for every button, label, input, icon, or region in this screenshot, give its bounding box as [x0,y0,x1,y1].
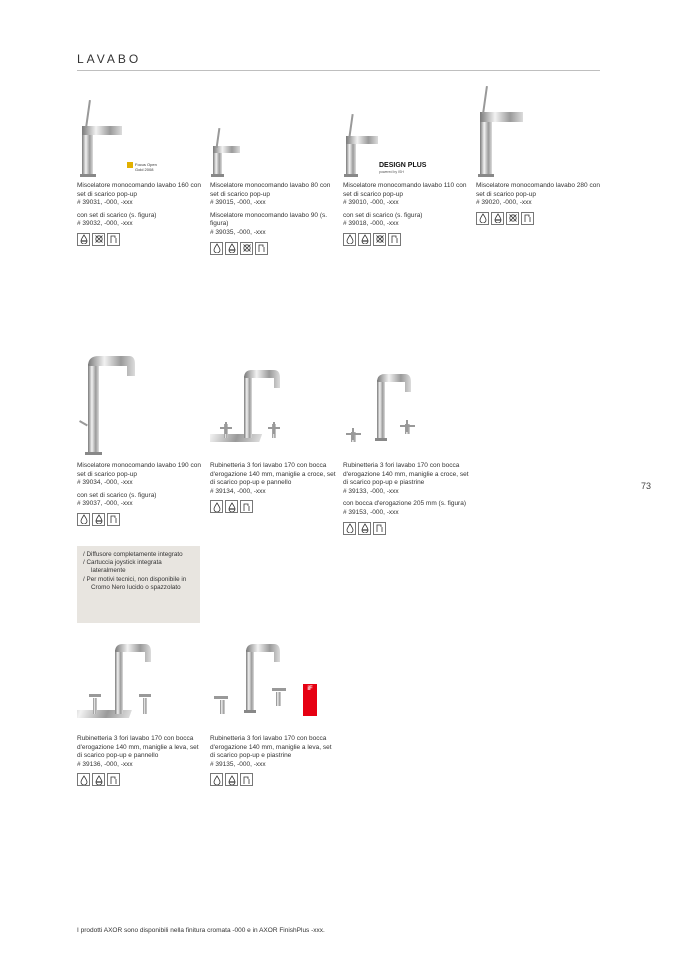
product-description: Miscelatore monocomando lavabo 160 con set di scarico pop-up [77,182,201,198]
bidet-icon [388,233,401,246]
water-drop-icon [210,500,223,513]
if-award-badge: iF [303,684,317,716]
product-description: Miscelatore monocomando lavabo 80 con set di scarico pop-up [210,182,331,198]
product-code: # 39135, -000, -xxx [210,760,266,768]
flow-limiter-icon [92,773,105,786]
flow-limiter-icon [491,212,504,225]
faucet-image [77,86,205,182]
water-drop-icon [343,522,356,535]
faucet-image [210,86,338,182]
bidet-icon [521,212,534,225]
variant-code: # 39018, -000, -xxx [343,220,399,228]
product-card [77,86,205,246]
product-card [77,352,205,526]
faucet-image [210,352,338,462]
product-card [77,630,205,786]
design-plus-badge: DESIGN PLUS powered by ISH [379,162,427,174]
product-code: # 39010, -000, -xxx [343,199,399,207]
flow-limiter-icon [225,773,238,786]
faucet-image [343,86,471,182]
faucet-image [77,352,205,462]
note-item: / Diffusore completamente integrato [83,551,183,558]
bidet-icon [373,522,386,535]
variant-code: # 39035, -000, -xxx [210,228,266,236]
variant-code: # 39032, -000, -xxx [77,220,133,228]
water-drop-icon [343,233,356,246]
variant-description: con set di scarico (s. figura) [77,491,157,499]
product-code: # 39136, -000, -xxx [77,760,133,768]
features-note-box [77,546,200,623]
product-code: # 39020, -000, -xxx [476,199,532,207]
faucet-image [343,352,471,462]
variant-description: con bocca d'erogazione 205 mm (s. figura) [343,500,466,508]
variant-code: # 39153, -000, -xxx [343,508,399,516]
note-item: / Per motivi tecnici, non disponibile in Cromo Nero lucido o spazzolato [83,575,187,591]
water-drop-icon [77,513,90,526]
product-card [343,86,471,246]
bidet-icon [240,500,253,513]
focus-open-badge: Focus Open Gold 2008 [127,162,157,172]
product-description: Miscelatore monocomando lavabo 110 con set di scarico pop-up [343,182,467,198]
faucet-image [77,630,205,735]
bidet-icon [107,773,120,786]
water-drop-icon [476,212,489,225]
flow-limiter-icon [358,522,371,535]
product-code: # 39134, -000, -xxx [210,487,266,495]
variant-description: con set di scarico (s. figura) [77,211,157,219]
water-drop-icon [210,242,223,255]
variant-description: con set di scarico (s. figura) [343,211,423,219]
no-cold-water-icon [240,242,253,255]
footer-note: I prodotti AXOR sono disponibili nella finitura cromata -000 e in AXOR FinishPlus -xxx. [77,927,325,934]
product-card [210,352,338,513]
water-drop-icon [210,773,223,786]
product-card [210,630,338,786]
bidet-icon [107,233,120,246]
faucet-image [476,86,604,182]
product-description: Rubinetteria 3 fori lavabo 170 con bocca d'erogazione 140 mm, maniglie a leva, set di scarico pop-up e piastrine [210,735,332,760]
flow-limiter-icon [92,513,105,526]
note-item: / Cartuccia joystick integrata lateralmente [83,559,162,575]
no-cold-water-icon [92,233,105,246]
product-description: Miscelatore monocomando lavabo 190 con set di scarico pop-up [77,462,201,478]
variant-description: Miscelatore monocomando lavabo 90 (s. figura) [210,211,328,228]
bidet-icon [240,773,253,786]
product-description: Rubinetteria 3 fori lavabo 170 con bocca d'erogazione 140 mm, maniglie a leva, set di scarico pop-up e pannello [77,735,199,760]
flow-limiter-icon [225,242,238,255]
no-cold-water-icon [373,233,386,246]
section-title: LAVABO [77,52,142,66]
title-divider [77,70,600,71]
flow-limiter-icon [77,233,90,246]
product-description: Rubinetteria 3 fori lavabo 170 con bocca d'erogazione 140 mm, maniglie a croce, set di scarico pop-up e pannello [210,462,336,487]
faucet-image [210,630,338,735]
flow-limiter-icon [358,233,371,246]
product-code: # 39031, -000, -xxx [77,199,133,207]
product-description: Rubinetteria 3 fori lavabo 170 con bocca d'erogazione 140 mm, maniglie a croce, set di scarico pop-up e piastrine [343,462,469,487]
product-description: Miscelatore monocomando lavabo 280 con set di scarico pop-up [476,182,600,198]
product-card [476,86,604,225]
product-card [210,86,338,255]
no-cold-water-icon [506,212,519,225]
variant-code: # 39037, -000, -xxx [77,500,133,508]
product-code: # 39015, -000, -xxx [210,199,266,207]
flow-limiter-icon [225,500,238,513]
product-code: # 39133, -000, -xxx [343,487,399,495]
bidet-icon [107,513,120,526]
product-card [343,352,471,535]
water-drop-icon [77,773,90,786]
page-number: 73 [641,481,652,491]
product-code: # 39034, -000, -xxx [77,479,133,487]
bidet-icon [255,242,268,255]
